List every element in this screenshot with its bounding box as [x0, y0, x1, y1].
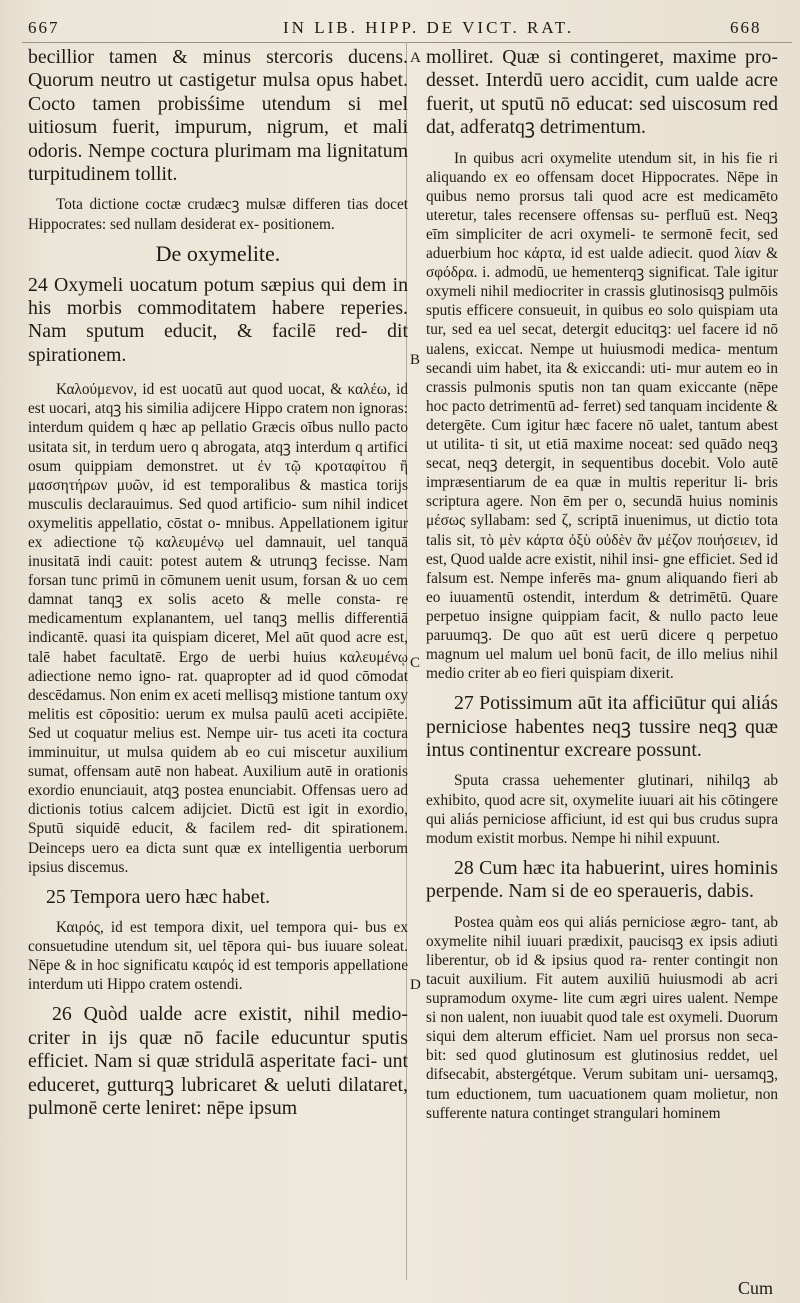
right-column	[426, 46, 778, 1123]
margin-letter-c: C	[410, 655, 421, 671]
commentary-paragraph: Καλούμενον, id est uocatū aut quod uocat, & καλέω, id est uocari, atqꝫ his similia adijcere Hippo cratem non ignoras: interdum quidem q hæc ap pellatio Græcis oībus nullo pacto usitata sit, in terdum uero q abrogata, atqꝫ interdum q artifici osum quippiam demonstret. ut ἐν τῷ κροταφίτου ἢ μασσητήρων μυῶν, id est temporalibus & mastica torijs musculis declarauimus. Sed quod artificio- sum nihil indicet oxymelitis appellatio, cōstat o- mnibus. Appellationem igitur ex adiectione τῷ καλευμένῳ uel damnauit, uel tanquā inusitatā indi cauit: potest autem & utrunqꝫ fecisse. Nam forsan tunc primū in cōmunem uenit usum, forsan & uo cem damnat tanqꝫ ex solis aceto & melle consta- re medicamentum explanantem, uel tanqꝫ mellis differentiā indicantē. quasi ita quispiam diceret, Mel aūt quod acre est, talē habet facultatē. Ergo de uerbi huius καλευμένῳ adiectione nemo igno- rat. quapropter ad id quod cōmodat descēdamus. Non enim ex aceti mellisqꝫ mistione tantum oxy melitis est cōpositio: uerum ex mulsa paulū aceti accipiēte. Sed ut coquatur melius est. Nempe uir- tus aceti ita coctura imminuitur, ut mulsa quidem ab eo cui miscetur auxilium sumat, offensam autē non habeat. Auxilium autē in orationis exordio enunciauit, atqꝫ postea enunciabit. Offensas uero ad dictionis totius calcem adijciet. Dictū est igit in exordio, Sputū siquidē educit, & facilem red- dit spirationem. Deinceps uero ea dicta sunt quæ ex intelligentia uerborum ipsius discemus.	[28, 381, 408, 876]
catchword: Cum	[738, 1278, 774, 1298]
aphorism-24: 24 Oxymeli uocatum potum sæpius qui dem in his morbis commoditatem habere reperies. Nam sputum educit, & facilē red- dit spirationem.	[28, 273, 408, 366]
commentary-paragraph: Postea quàm eos qui aliás perniciose ægro- tant, ab oxymelite nihil iuuari prædixit, paucisqꝫ ex ipsis adiuti liberentur, ob id & ipsius quod ra- renter contingit non tacuit auxilium. Fit autem auxiliū huiusmodi ab acri supramodum oxyme- lite cum ægri uires ualent. Nempe si non ualent, non iuuabit quod tale est oxymeli. Duorum siqui dem alterum efficiet. Nam uel prorsus non seca- bit: sed quod glutinosum est glutinosius reddet, uel difsecabit, abstergétque. Verum subitam uni- uersamqꝫ, tum eductionem, tum uacuationem quam molietur, non sufferente natura continget strangulari hominem	[426, 913, 778, 1122]
aphorism-25: 25 Tempora uero hæc habet.	[46, 885, 271, 908]
commentary-paragraph: Tota dictione coctæ crudæcꝫ mulsæ differen tias docet Hippocrates: sed nullam desiderat ex- positionem.	[28, 196, 408, 233]
commentary-paragraph: In quibus acri oxymelite utendum sit, in his fie ri aliquando ex eo offensam docet Hippocrates. Nēpe in quibus nemo prorsus tali quod acre est medicamēto uteretur, tales recensere offensas su- perfluū est. Neqꝫ eīm simpliciter de acri oxymeli- te sermonē fecit, sed aduerbium hoc κάρτα, id est ualde adiecit. quod λίαν & σφόδρα. i. admodū, ue hementerqꝫ significat. Tale igitur oxymeli nihil mediocriter in crassis glutinosisqꝫ pulmōis sputis efficere consueuit, in quibus eo solo quispiam uta tur, sed ea uel secat, detergit educitqꝫ: uel facere id nō ualens, exiccat. Nempe ut huiusmodi medica- mentum secandi uim habet, ita & exiccandi: uti- mur autem eo in crassis pulmonis sputis non tan quam exiccante (nēpe hoc pacto detrimentū ad- ferret) sed tanquam incidente & detergēte. Cum igitur hæc facere nō ualet, tantum abest ut utilita- ti sit, ut etiā maxime noceat: sed quādo neqꝫ secat, neqꝫ detergit, in sequentibus docebit. Volo autē impræsentiarum de ea quæ in multis reperitur li- bris scriptura agere. Non ēm per ο, secundā huius nominis μέσως syllabam: sed ζ, scriptā inuenimus, ut dictio tota talis sit, τὸ μὲν κάρτα ὀξὺ οὐδὲν ἂν μέζον ποιήσειεν, id est, Quod ualde acre existit, nihil insi- gne efficiet. Sed id falsum est. Nempe inferēs ma- gnum aliquando fieri ab eo iuuamentū ostendit, interdum & detrimētū. Quare perpetuo insigne quippiam facit, & nullo pacto leue paruumqꝫ. De quo aūt est uerū dicere q perpetuo magnum uel malum uel bonū facit, de illo melius nihil medio criter ab eo fieri quispiam dixerit.	[426, 149, 778, 683]
section-heading: De oxymelite.	[155, 240, 281, 266]
running-title: IN LIB. HIPP. DE VICT. RAT.	[283, 18, 575, 37]
aphorism-28: 28 Cum hæc ita habuerint, uires hominis perpende. Nam si de eo speraueris, dabis.	[426, 856, 778, 903]
commentary-paragraph: Sputa crassa uehementer glutinari, nihilqꝫ ab exhibito, quod acre sit, oxymelite iuuari ait his cōtingere qui aliás perniciose afficiunt, id est qui bus crudus supra modum existit morbus. Nempe hi nihil expuunt.	[426, 772, 778, 847]
left-column	[28, 46, 408, 1121]
paragraph: becillior tamen & minus stercoris ducens. Quorum neutro ut castigetur mulsa opus habet. Cocto tamen probisśime utendum si mel uitiosum fuerit, impurum, nigrum, et mali odoris. Nempe coctura plurimam ma lignitatum turpitudinem tollit.	[28, 46, 408, 186]
margin-letter-d: D	[410, 977, 421, 993]
commentary-paragraph: Καιρός, id est tempora dixit, uel tempora qui- bus ex consuetudine utendum sit, uel tēpora qui- bus iuuare soleat. Nēpe & in hoc significatu καιρός id est temporis appellatione interdum uti Hippo cratem ostendi.	[28, 919, 408, 994]
header-rule	[22, 42, 792, 43]
margin-letter-a: A	[410, 50, 421, 66]
right-page-number: 668	[730, 18, 762, 37]
aphorism-26: 26 Quòd ualde acre existit, nihil medio- criter in ijs quæ nō facile educuntur sputis efficiet. Nam si quæ stridulā asperitate faci- unt educeret, gutturqꝫ lubricaret & ueluti dilataret, pulmonē certe leniret: nēpe ipsum	[28, 1003, 408, 1120]
paragraph: molliret. Quæ si contingeret, maxime pro- desset. Interdū uero accidit, cum ualde acre fuerit, ut sputū nō educat: sed uiscosum red dat, adferatqꝫ detrimentum.	[426, 46, 778, 139]
running-head	[0, 18, 800, 42]
aphorism-27: 27 Potissimum aūt ita afficiūtur qui aliás perniciose habentes neqꝫ tussire neqꝫ quæ intus continentur excreare possunt.	[426, 692, 778, 762]
left-page-number: 667	[28, 18, 60, 37]
margin-letter-b: B	[410, 352, 421, 368]
